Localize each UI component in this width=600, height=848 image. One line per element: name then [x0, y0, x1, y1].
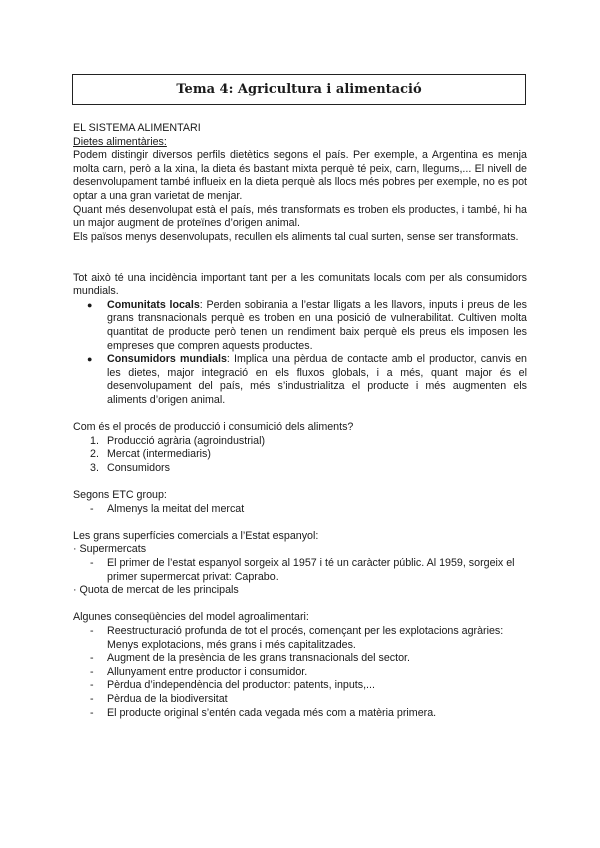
list-item: - El producte original s’entén cada vegada més com a matèria primera.	[90, 706, 437, 719]
list-item: - Reestructuració profunda de tot el procés, començant per les explotacions agràries: Menys explotacions, més grans i més capitalitzades.	[90, 624, 504, 651]
list-item: - Pèrdua d’independència del productor: patents, inputs,...	[90, 679, 375, 692]
impact-term: Comunitats locals	[107, 298, 200, 311]
list-item: 3. Consumidors	[90, 461, 170, 474]
impact-term: Consumidors mundials	[107, 353, 227, 366]
list-item: - Allunyament entre productor i consumidor.	[90, 665, 308, 678]
intro-paragraph: Quant més desenvolupat està el país, més transformats es troben els productes, i també, hi ha un major augment de proteïnes d’origen animal.	[73, 203, 527, 230]
list-item: - Almenys la meitat del mercat	[90, 502, 245, 515]
impact-intro: Tot això té una incidència important tant per a les comunitats locals com per als consumidors mundials.	[73, 271, 527, 298]
impact-list	[73, 299, 527, 408]
bullet-marker: ●	[87, 299, 93, 310]
impact-text: : Implica una pèrdua de contacte amb el productor, canvis en les dietes, major integració en els fluxos globals, i a més, quant major és el desenvolupament del país, més s’industrialitza el producte i més augmenten els aliments d’origen animal.	[107, 353, 528, 406]
supermarkets-label: · Supermercats	[73, 543, 147, 556]
consequences-intro: Algunes conseqüències del model agroalimentari:	[73, 611, 309, 624]
impact-text: : Perden sobirania a l’estar lligats a les llavors, inputs i preus de les grans transnacionals perquè es troben en una posició de vulnerabilitat. Cultiven molta quantitat de producte però tenen un rendiment baix perquè els preus els imposen les empreses que compren aquests productes.	[107, 298, 527, 352]
list-item	[73, 353, 527, 407]
etc-list	[73, 503, 527, 517]
list-item: - Augment de la presència de les grans transnacionals del sector.	[90, 652, 410, 665]
subheading: Dietes alimentàries:	[73, 135, 167, 148]
list-item: 1. Producció agrària (agroindustrial)	[90, 434, 266, 447]
list-item: - El primer de l’estat espanyol sorgeix al 1957 i té un caràcter públic. Al 1959, sorgeix el primer supermercat privat: Caprabo.	[90, 557, 515, 583]
section-heading: EL SISTEMA ALIMENTARI	[73, 122, 201, 134]
surfaces-intro: Les grans superfícies comercials a l’Estat espanyol:	[73, 529, 319, 542]
etc-intro: Segons ETC group:	[73, 489, 167, 502]
consequences-list	[73, 625, 527, 720]
list-item: 2. Mercat (intermediaris)	[90, 448, 211, 461]
title-box	[72, 74, 526, 105]
page-title: Tema 4: Agricultura i alimentació	[176, 81, 422, 97]
list-item	[73, 299, 527, 353]
market-share-label: · Quota de mercat de les principals	[73, 584, 239, 597]
bullet-marker: ●	[87, 354, 93, 365]
intro-paragraph: Podem distingir diversos perfils dietètics segons el país. Per exemple, a Argentina es menja molta carn, però a la xina, la dieta és bastant mixta perquè té peix, carn, llegums,... El nivell de desenvolupament també influeix en la dieta perquè als llocs més pobres per exemple, no es pot optar a una gran varietat de menjar.	[73, 149, 527, 202]
supermarket-list	[73, 557, 527, 584]
process-steps	[73, 435, 527, 476]
intro-paragraph: Els països menys desenvolupats, recullen els aliments tal cual surten, sense ser transformats.	[73, 230, 519, 243]
document-body	[73, 122, 527, 720]
process-question: Com és el procés de producció i consumició dels aliments?	[73, 421, 354, 434]
list-item: - Pèrdua de la biodiversitat	[90, 692, 228, 705]
